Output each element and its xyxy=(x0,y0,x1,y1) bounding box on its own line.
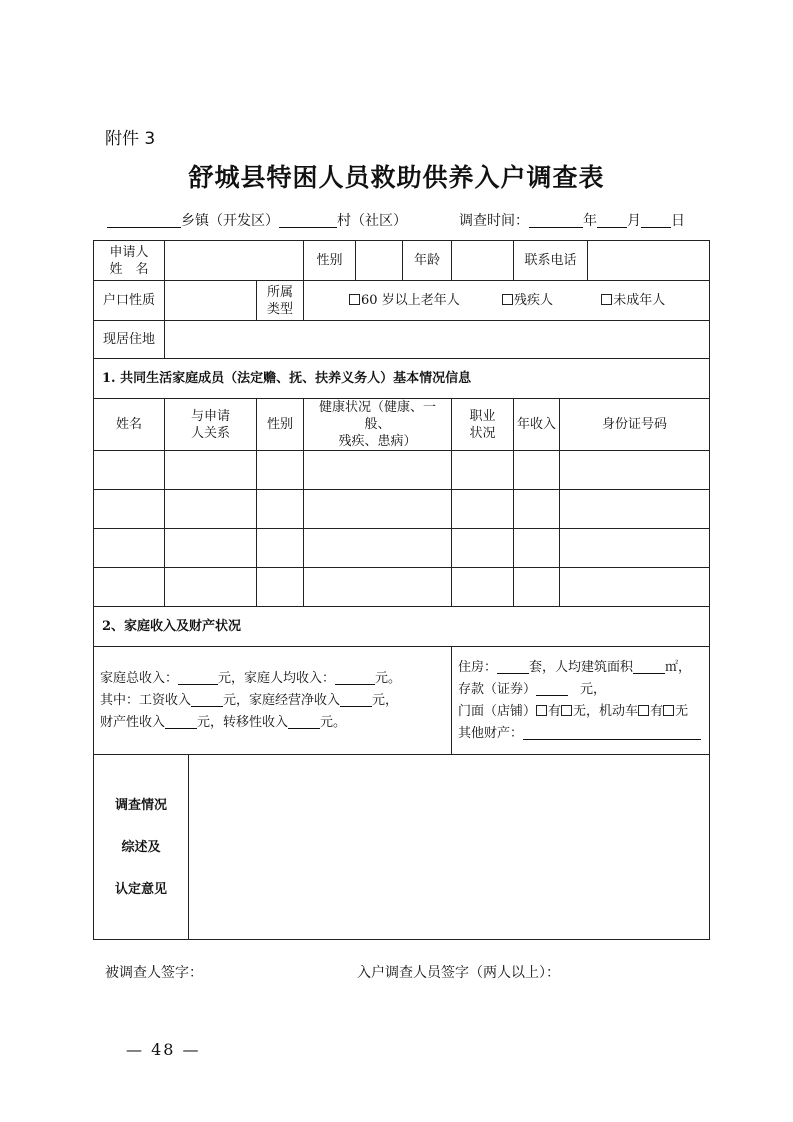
table-row xyxy=(94,568,710,607)
wage-blank[interactable] xyxy=(191,693,223,707)
option-disabled-label: 残疾人 xyxy=(513,293,553,308)
member-relation-cell[interactable] xyxy=(165,568,257,607)
survey-form-table xyxy=(93,240,710,940)
property-line-1 xyxy=(458,657,706,679)
member-id-cell[interactable] xyxy=(560,451,710,490)
age-label: 年龄 xyxy=(403,241,452,281)
day-label: 日 xyxy=(671,213,685,229)
subline-location xyxy=(107,210,407,230)
section1-title-row xyxy=(94,359,710,399)
unit-label: 元。 xyxy=(320,714,347,730)
attachment-label: 附件 3 xyxy=(105,129,156,149)
unit-label: 元， xyxy=(372,692,399,708)
category-options xyxy=(304,281,710,321)
property-income-blank[interactable] xyxy=(165,715,197,729)
table-row xyxy=(94,490,710,529)
storefront-yes: 有 xyxy=(548,703,562,719)
area-label: 套，人均建筑面积 xyxy=(529,659,634,675)
village-blank[interactable] xyxy=(279,213,337,228)
option-disabled[interactable] xyxy=(502,293,553,308)
town-blank[interactable] xyxy=(107,213,181,228)
year-label: 年 xyxy=(583,213,597,229)
option-elderly-label: 60 岁以上老年人 xyxy=(361,293,460,308)
address-field[interactable] xyxy=(165,321,710,359)
income-cell xyxy=(94,647,452,755)
day-blank[interactable] xyxy=(641,213,671,228)
table-row xyxy=(94,529,710,568)
investigators-signature-label: 入户调查人员签字（两人以上）： xyxy=(357,965,560,981)
transfer-income-label: 元，转移性收入 xyxy=(197,714,289,730)
income-line-2 xyxy=(100,690,448,712)
area-unit: ㎡， xyxy=(665,659,692,675)
job-header-line-1: 职业 xyxy=(469,408,496,424)
business-blank[interactable] xyxy=(340,693,372,707)
member-health-cell[interactable] xyxy=(304,490,452,529)
vehicle-label: 无，机动车 xyxy=(573,703,639,719)
col-header-name: 姓名 xyxy=(94,399,165,451)
option-minor-label: 未成年人 xyxy=(613,293,666,308)
relation-header-line-2: 人关系 xyxy=(190,425,230,441)
category-label xyxy=(257,281,304,321)
member-gender-cell[interactable] xyxy=(257,451,304,490)
name-label-line-1: 申请人 xyxy=(109,244,149,260)
checkbox-icon[interactable] xyxy=(536,705,547,716)
town-label: 乡镇（开发区） xyxy=(181,213,279,229)
member-relation-cell[interactable] xyxy=(165,490,257,529)
total-income-label: 家庭总收入： xyxy=(100,670,179,686)
area-blank[interactable] xyxy=(633,660,665,674)
surveyed-signature-label: 被调查人签字： xyxy=(105,965,203,981)
transfer-income-blank[interactable] xyxy=(288,715,320,729)
survey-row xyxy=(94,755,710,940)
table-row xyxy=(94,451,710,490)
member-relation-cell[interactable] xyxy=(165,451,257,490)
checkbox-icon[interactable] xyxy=(638,705,649,716)
name-label-line-2: 姓 名 xyxy=(109,261,149,277)
checkbox-icon[interactable] xyxy=(663,705,674,716)
member-gender-cell[interactable] xyxy=(257,529,304,568)
col-header-relation xyxy=(165,399,257,451)
member-health-cell[interactable] xyxy=(304,451,452,490)
business-label: 元，家庭经营净收入 xyxy=(223,692,341,708)
checkbox-icon[interactable] xyxy=(601,294,612,305)
phone-label: 联系电话 xyxy=(514,241,588,281)
income-row xyxy=(94,647,710,755)
survey-label xyxy=(94,755,189,940)
page-title: 舒城县特困人员救助供养入户调查表 xyxy=(188,163,605,192)
category-label-line-2: 类型 xyxy=(267,301,294,317)
checkbox-icon[interactable] xyxy=(561,705,572,716)
member-income-cell[interactable] xyxy=(514,490,560,529)
year-blank[interactable] xyxy=(529,213,583,228)
housing-blank[interactable] xyxy=(497,660,529,674)
col-header-id: 身份证号码 xyxy=(560,399,710,451)
total-income-blank[interactable] xyxy=(178,671,218,685)
member-health-cell[interactable] xyxy=(304,568,452,607)
applicant-row xyxy=(94,241,710,281)
member-health-cell[interactable] xyxy=(304,529,452,568)
member-income-cell[interactable] xyxy=(514,529,560,568)
members-header-row xyxy=(94,399,710,451)
col-header-income: 年收入 xyxy=(514,399,560,451)
member-relation-cell[interactable] xyxy=(165,529,257,568)
section1-title: 1. 共同生活家庭成员（法定赡、抚、扶养义务人）基本情况信息 xyxy=(94,359,710,399)
checkbox-icon[interactable] xyxy=(349,294,360,305)
col-header-health xyxy=(304,399,452,451)
address-row xyxy=(94,321,710,359)
hukou-row xyxy=(94,281,710,321)
member-name-cell[interactable] xyxy=(94,568,165,607)
col-header-job xyxy=(452,399,514,451)
gender-label: 性别 xyxy=(304,241,356,281)
page-number: — 48 — xyxy=(126,1040,201,1059)
job-header-line-2: 状况 xyxy=(469,425,496,441)
member-name-cell[interactable] xyxy=(94,529,165,568)
other-property-blank[interactable] xyxy=(523,726,701,740)
applicant-name-label xyxy=(94,241,165,281)
member-job-cell[interactable] xyxy=(452,568,514,607)
property-income-label: 财产性收入 xyxy=(100,714,166,730)
subline-time xyxy=(459,210,685,230)
age-field[interactable] xyxy=(452,241,514,281)
month-blank[interactable] xyxy=(597,213,627,228)
col-header-gender: 性别 xyxy=(257,399,304,451)
unit-label: 元。 xyxy=(375,670,402,686)
vehicle-no: 无 xyxy=(675,703,689,719)
member-income-cell[interactable] xyxy=(514,568,560,607)
member-id-cell[interactable] xyxy=(560,490,710,529)
member-job-cell[interactable] xyxy=(452,451,514,490)
relation-header-line-1: 与申请 xyxy=(190,408,230,424)
survey-label-line-1: 调查情况 xyxy=(114,797,167,813)
per-capita-label: 元，家庭人均收入： xyxy=(218,670,336,686)
property-cell xyxy=(452,647,710,755)
survey-label-line-3: 认定意见 xyxy=(114,881,167,897)
applicant-name-field[interactable] xyxy=(165,241,304,281)
survey-label-line-2: 综述及 xyxy=(121,839,161,855)
income-line-1 xyxy=(100,668,448,690)
survey-time-label: 调查时间： xyxy=(459,213,529,229)
member-id-cell[interactable] xyxy=(560,529,710,568)
per-capita-blank[interactable] xyxy=(335,671,375,685)
address-label: 现居住地 xyxy=(94,321,165,359)
member-job-cell[interactable] xyxy=(452,529,514,568)
month-label: 月 xyxy=(627,213,641,229)
other-property-label: 其他财产： xyxy=(458,725,524,741)
checkbox-icon[interactable] xyxy=(502,294,513,305)
member-income-cell[interactable] xyxy=(514,451,560,490)
property-line-2 xyxy=(458,679,706,701)
property-line-4 xyxy=(458,723,706,745)
section2-title: 2、家庭收入及财产状况 xyxy=(94,607,710,647)
member-name-cell[interactable] xyxy=(94,490,165,529)
member-name-cell[interactable] xyxy=(94,451,165,490)
health-header-line-1: 健康状况（健康、一般、 xyxy=(319,400,437,432)
village-label: 村（社区） xyxy=(337,213,407,229)
deposit-unit: 元， xyxy=(580,681,607,697)
property-line-3 xyxy=(458,701,706,723)
wage-label: 其中：工资收入 xyxy=(100,692,192,708)
income-line-3 xyxy=(100,712,448,734)
category-label-line-1: 所属 xyxy=(267,284,294,300)
hukou-label: 户口性质 xyxy=(94,281,165,321)
hukou-field[interactable] xyxy=(165,281,257,321)
option-elderly[interactable] xyxy=(349,293,460,308)
survey-opinion-field[interactable] xyxy=(189,755,710,940)
member-job-cell[interactable] xyxy=(452,490,514,529)
deposit-blank[interactable] xyxy=(536,682,568,696)
vehicle-yes: 有 xyxy=(650,703,664,719)
member-gender-cell[interactable] xyxy=(257,568,304,607)
option-minor[interactable] xyxy=(601,293,665,308)
section2-title-row xyxy=(94,607,710,647)
storefront-label: 门面（店铺） xyxy=(458,703,537,719)
member-id-cell[interactable] xyxy=(560,568,710,607)
member-gender-cell[interactable] xyxy=(257,490,304,529)
deposit-label: 存款（证券） xyxy=(458,681,537,697)
phone-field[interactable] xyxy=(588,241,710,281)
health-header-line-2: 残疾、患病） xyxy=(338,434,417,449)
housing-label: 住房： xyxy=(458,659,498,675)
gender-field[interactable] xyxy=(356,241,403,281)
